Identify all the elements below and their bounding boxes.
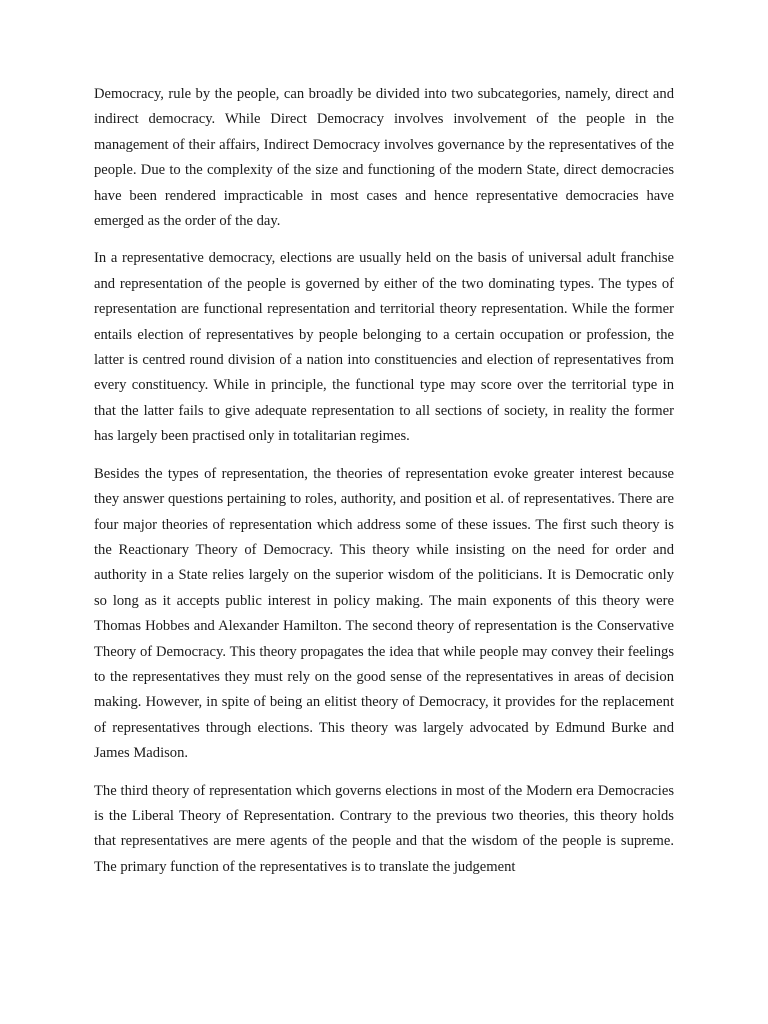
document-body	[94, 82, 674, 892]
paragraph-liberal-theory: The third theory of representation which governs elections in most of the Modern era Democracies is the Liberal Theory of Representation. Contrary to the previous two theories, this theory holds that representatives are mere agents of the people and that the wisdom of the people is supreme. The primary function of the representatives is to translate the judgement	[94, 782, 674, 875]
paragraph-theories-of-representation: Besides the types of representation, the theories of representation evoke greater interest because they answer questions pertaining to roles, authority, and position et al. of representatives. There are four major theories of representation which address some of these issues. The first such theory is the Reactionary Theory of Democracy. This theory while insisting on the need for order and authority in a State relies largely on the superior wisdom of the politicians. It is Democratic only so long as it accepts public interest in policy making. The main exponents of this theory were Thomas Hobbes and Alexander Hamilton. The second theory of representation is the Conservative Theory of Democracy. This theory propagates the idea that while people may convey their feelings to the representatives they must rely on the good sense of the representatives in areas of decision making. However, in spite of being an elitist theory of Democracy, it provides for the replacement of representatives through elections. This theory was largely advocated by Edmund Burke and James Madison.	[94, 465, 674, 762]
paragraph-representative-democracy: In a representative democracy, elections are usually held on the basis of universal adult franchise and representation of the people is governed by either of the two dominating types. The types of representation are functional representation and territorial theory representation. While the former entails election of representatives by people belonging to a certain occupation or profession, the latter is centred round division of a nation into constituencies and election of representatives from every constituency. While in principle, the functional type may score over the territorial type in that the latter fails to give adequate representation to all sections of society, in reality the former has largely been practised only in totalitarian regimes.	[94, 250, 674, 445]
paragraph-direct-indirect-democracy: Democracy, rule by the people, can broadly be divided into two subcategories, namely, direct and indirect democracy. While Direct Democracy involves involvement of the people in the management of their affairs, Indirect Democracy involves governance by the representatives of the people. Due to the complexity of the size and functioning of the modern State, direct democracies have been rendered impracticable in most cases and hence representative democracies have emerged as the order of the day.	[94, 86, 674, 230]
